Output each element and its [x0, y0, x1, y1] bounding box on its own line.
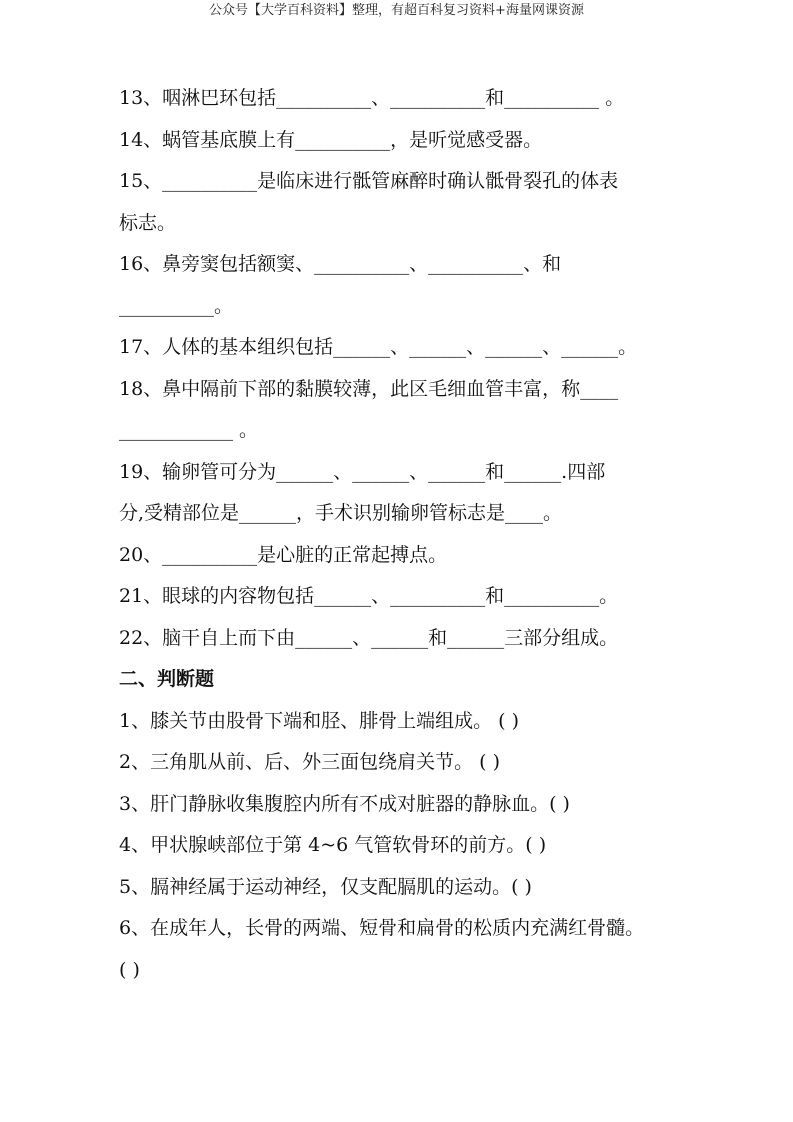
question-15: 15、__________是临床进行骶管麻醉时确认骶骨裂孔的体表 [119, 170, 619, 192]
question-20: 20、__________是心脏的正常起搏点。 [119, 543, 448, 566]
judge-6-cont: ( ) [119, 958, 140, 981]
judge-5: 5、膈神经属于运动神经，仅支配膈肌的运动。( ) [119, 875, 532, 898]
question-14: 14、蜗管基底膜上有__________，是听觉感受器。 [119, 128, 543, 151]
judge-1: 1、膝关节由股骨下端和胫、腓骨上端组成。 ( ) [119, 709, 519, 732]
question-15-cont: 标志。 [119, 211, 177, 234]
judge-3: 3、肝门静脉收集腹腔内所有不成对脏器的静脉血。( ) [119, 792, 570, 815]
document-body [119, 78, 689, 991]
section-title-judgement: 二、判断题 [119, 668, 215, 690]
question-19: 19、输卵管可分为______、______、______和______.四部 [119, 460, 606, 483]
question-16: 16、鼻旁窦包括额窦、__________、__________、和 [119, 253, 562, 275]
question-22: 22、脑干自上而下由______、______和______三部分组成。 [119, 626, 619, 649]
question-13: 13、咽淋巴环包括__________、__________和__________ 。 [119, 87, 625, 109]
question-16-cont: __________。 [119, 294, 234, 317]
question-21: 21、眼球的内容物包括______、__________和__________。 [119, 585, 619, 607]
question-17: 17、人体的基本组织包括______、______、______、______。 [119, 336, 638, 358]
judge-2: 2、三角肌从前、后、外三面包绕肩关节。 ( ) [119, 751, 500, 773]
page-header: 公众号【大学百科资料】整理，有超百科复习资料+海量网课资源 [209, 3, 584, 18]
question-18: 18、鼻中隔前下部的黏膜较薄，此区毛细血管丰富，称____ [119, 377, 619, 400]
question-18-cont: ____________ 。 [119, 419, 259, 441]
judge-4: 4、甲状腺峡部位于第 4~6 气管软骨环的前方。( ) [119, 834, 547, 856]
judge-6: 6、在成年人，长骨的两端、短骨和扁骨的松质内充满红骨髓。 [119, 917, 645, 939]
question-19-cont: 分,受精部位是______，手术识别输卵管标志是____。 [119, 502, 563, 524]
